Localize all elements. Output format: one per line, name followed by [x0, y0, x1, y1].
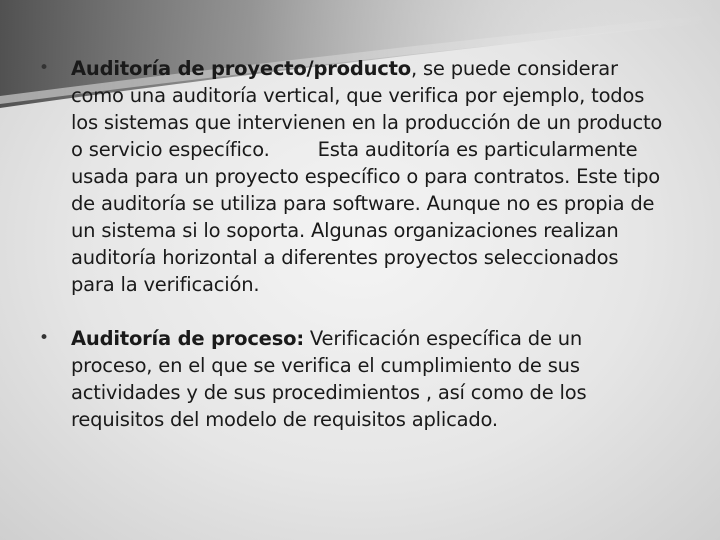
bullet-term: Auditoría de proceso:	[71, 327, 304, 350]
bullet-text: , se puede considerar como una auditoría vertical, que verifica por ejemplo, todos los sistemas que intervienen en la producción de un producto o servicio específico.	[71, 57, 663, 161]
bullet-text-continued: Esta auditoría es particularmente usada para un proyecto específico o para contratos. Este tipo de auditoría se utiliza para software. Aunque no es propia de un sistema si lo soporta. Algunas organizaciones realizan auditoría horizontal a diferentes proyectos seleccionados para la verificación.	[71, 138, 661, 296]
bullet-item-proceso	[34, 325, 664, 433]
bullet-icon: •	[39, 58, 49, 78]
bullet-icon: •	[39, 328, 49, 348]
bullet-list	[34, 55, 664, 433]
bullet-term: Auditoría de proyecto/producto	[71, 57, 411, 80]
bullet-item-proyecto-producto	[34, 55, 664, 298]
bullet-text: Verificación específica de un proceso, en el que se verifica el cumplimiento de sus actividades y de sus procedimientos , así como de los requisitos del modelo de requisitos aplicado.	[71, 327, 587, 431]
